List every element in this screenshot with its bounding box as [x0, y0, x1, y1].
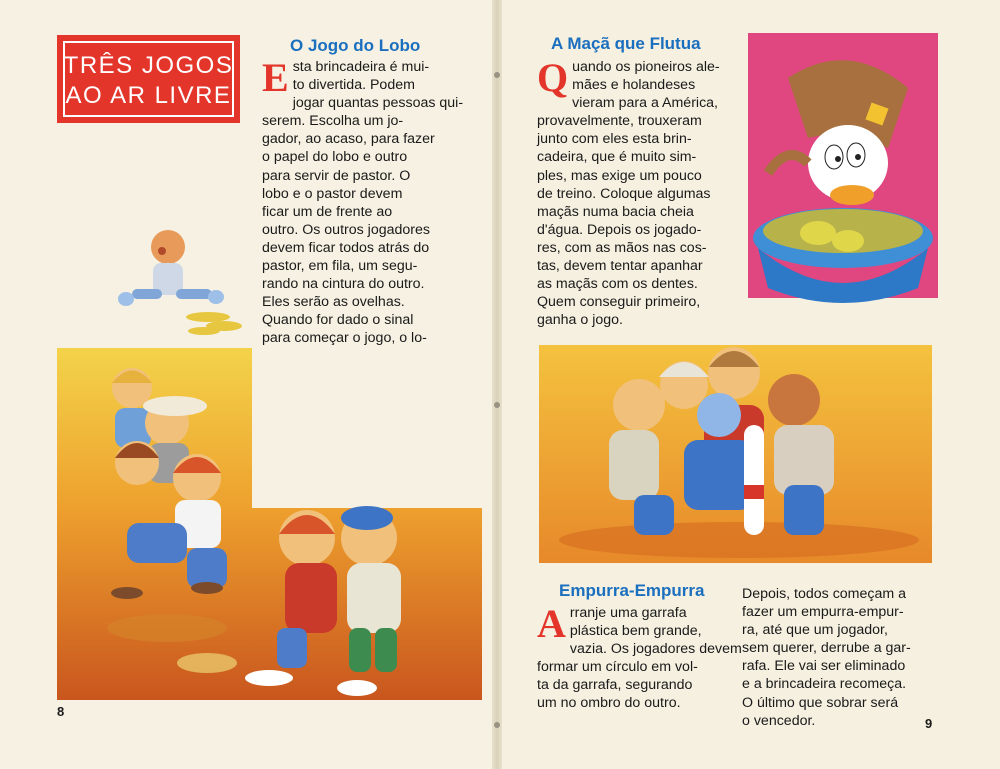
push-text-line: sem querer, derrube a gar- — [742, 640, 911, 657]
lobo-text-line: para começar o jogo, o lo- — [262, 330, 427, 347]
lobo-text-line: Quando for dado o sinal — [262, 312, 414, 329]
push-text-line: rafa. Ele vai ser eliminado — [742, 658, 906, 675]
lobo-text-line: sta brincadeira é mui- — [292, 59, 430, 75]
apple-text-line: tas, devem tentar apanhar — [537, 258, 703, 275]
push-text-line: ra, até que um jogador, — [742, 622, 888, 639]
duck-apple-illustration — [748, 33, 938, 308]
lobo-text-line: para servir de pastor. O — [262, 167, 411, 184]
apple-text-line: res, com as mãos nas cos- — [537, 239, 707, 256]
lobo-text-line: lobo e o pastor devem — [262, 185, 403, 202]
apple-text-line: provavelmente, trouxeram — [537, 113, 702, 130]
push-text-line: plástica bem grande, — [569, 623, 702, 640]
push-text-line: fazer um empurra-empur- — [742, 604, 904, 621]
push-text-line: um no ombro do outro. — [537, 695, 681, 712]
title-box — [57, 35, 240, 123]
binding-hole — [494, 72, 500, 78]
apple-text-line: ganha o jogo. — [537, 312, 623, 329]
drop-cap-e: E — [262, 55, 289, 100]
kid-sitting-illustration — [108, 225, 248, 350]
push-text-line: Depois, todos começam a — [742, 586, 907, 602]
push-push-illustration — [539, 345, 932, 563]
apple-text-line: junto com eles esta brin- — [537, 131, 692, 148]
apple-text-line: cadeira, que é muito sim- — [537, 149, 697, 166]
title-line-1: TRÊS JOGOS — [63, 52, 234, 79]
lobo-text-line: gador, ao acaso, para fazer — [262, 131, 435, 148]
lobo-text-line: to divertida. Podem — [292, 77, 415, 94]
apple-text-line: maçãs numa bacia cheia — [537, 203, 694, 220]
drop-cap-a: A — [537, 601, 566, 646]
lobo-text-line: pastor, em fila, um segu- — [262, 258, 418, 275]
lobo-text-line: devem ficar todos atrás do — [262, 239, 430, 256]
apple-text-line: uando os pioneiros ale- — [572, 59, 720, 75]
heading-empurra-empurra: Empurra-Empurra — [559, 581, 705, 600]
lobo-text-line: o papel do lobo e outro — [262, 149, 408, 166]
apple-text-line: as maçãs com os dentes. — [537, 276, 698, 293]
heading-maca-que-flutua: A Maçã que Flutua — [551, 34, 701, 53]
apple-text-line: mães e holandeses — [572, 77, 696, 94]
push-text-line: formar um círculo em vol- — [537, 659, 698, 676]
apple-text-line: d'água. Depois os jogado- — [537, 221, 702, 238]
apple-text-line: ples, mas exige um pouco — [537, 167, 702, 184]
apple-text-line: Quem conseguir primeiro, — [537, 294, 701, 311]
binding-hole — [494, 722, 500, 728]
binding-hole — [494, 402, 500, 408]
push-text-line: vazia. Os jogadores devem — [569, 641, 742, 658]
apple-text-line: vieram para a América, — [572, 95, 718, 112]
push-text-line: e a brincadeira recomeça. — [742, 676, 907, 693]
push-text-line: O último que sobrar será — [742, 694, 899, 711]
push-paragraph-col1 — [537, 601, 742, 713]
lobo-text-line: Eles serão as ovelhas. — [262, 294, 405, 311]
heading-jogo-do-lobo: O Jogo do Lobo — [290, 36, 421, 55]
apple-paragraph — [537, 55, 732, 329]
apple-text-line: de treino. Coloque algumas — [537, 185, 711, 202]
wolf-game-illustration — [57, 348, 482, 700]
lobo-text-line: serem. Escolha um jo- — [262, 113, 404, 130]
title-line-2: AO AR LIVRE — [65, 82, 232, 109]
push-text-line: o vencedor. — [742, 712, 816, 729]
lobo-text-line: outro. Os outros jogadores — [262, 221, 430, 238]
push-text-line: rranje uma garrafa — [569, 605, 687, 621]
push-paragraph-col2 — [742, 585, 932, 730]
page-number-left: 8 — [57, 704, 65, 719]
lobo-text-line: rando na cintura do outro. — [262, 276, 425, 293]
push-text-line: ta da garrafa, segurando — [537, 677, 693, 694]
drop-cap-q: Q — [537, 55, 569, 100]
lobo-text-line: ficar um de frente ao — [262, 203, 393, 220]
book-gutter — [492, 0, 502, 769]
page-number-right: 9 — [925, 716, 933, 731]
lobo-text-line: jogar quantas pessoas qui- — [292, 95, 464, 112]
